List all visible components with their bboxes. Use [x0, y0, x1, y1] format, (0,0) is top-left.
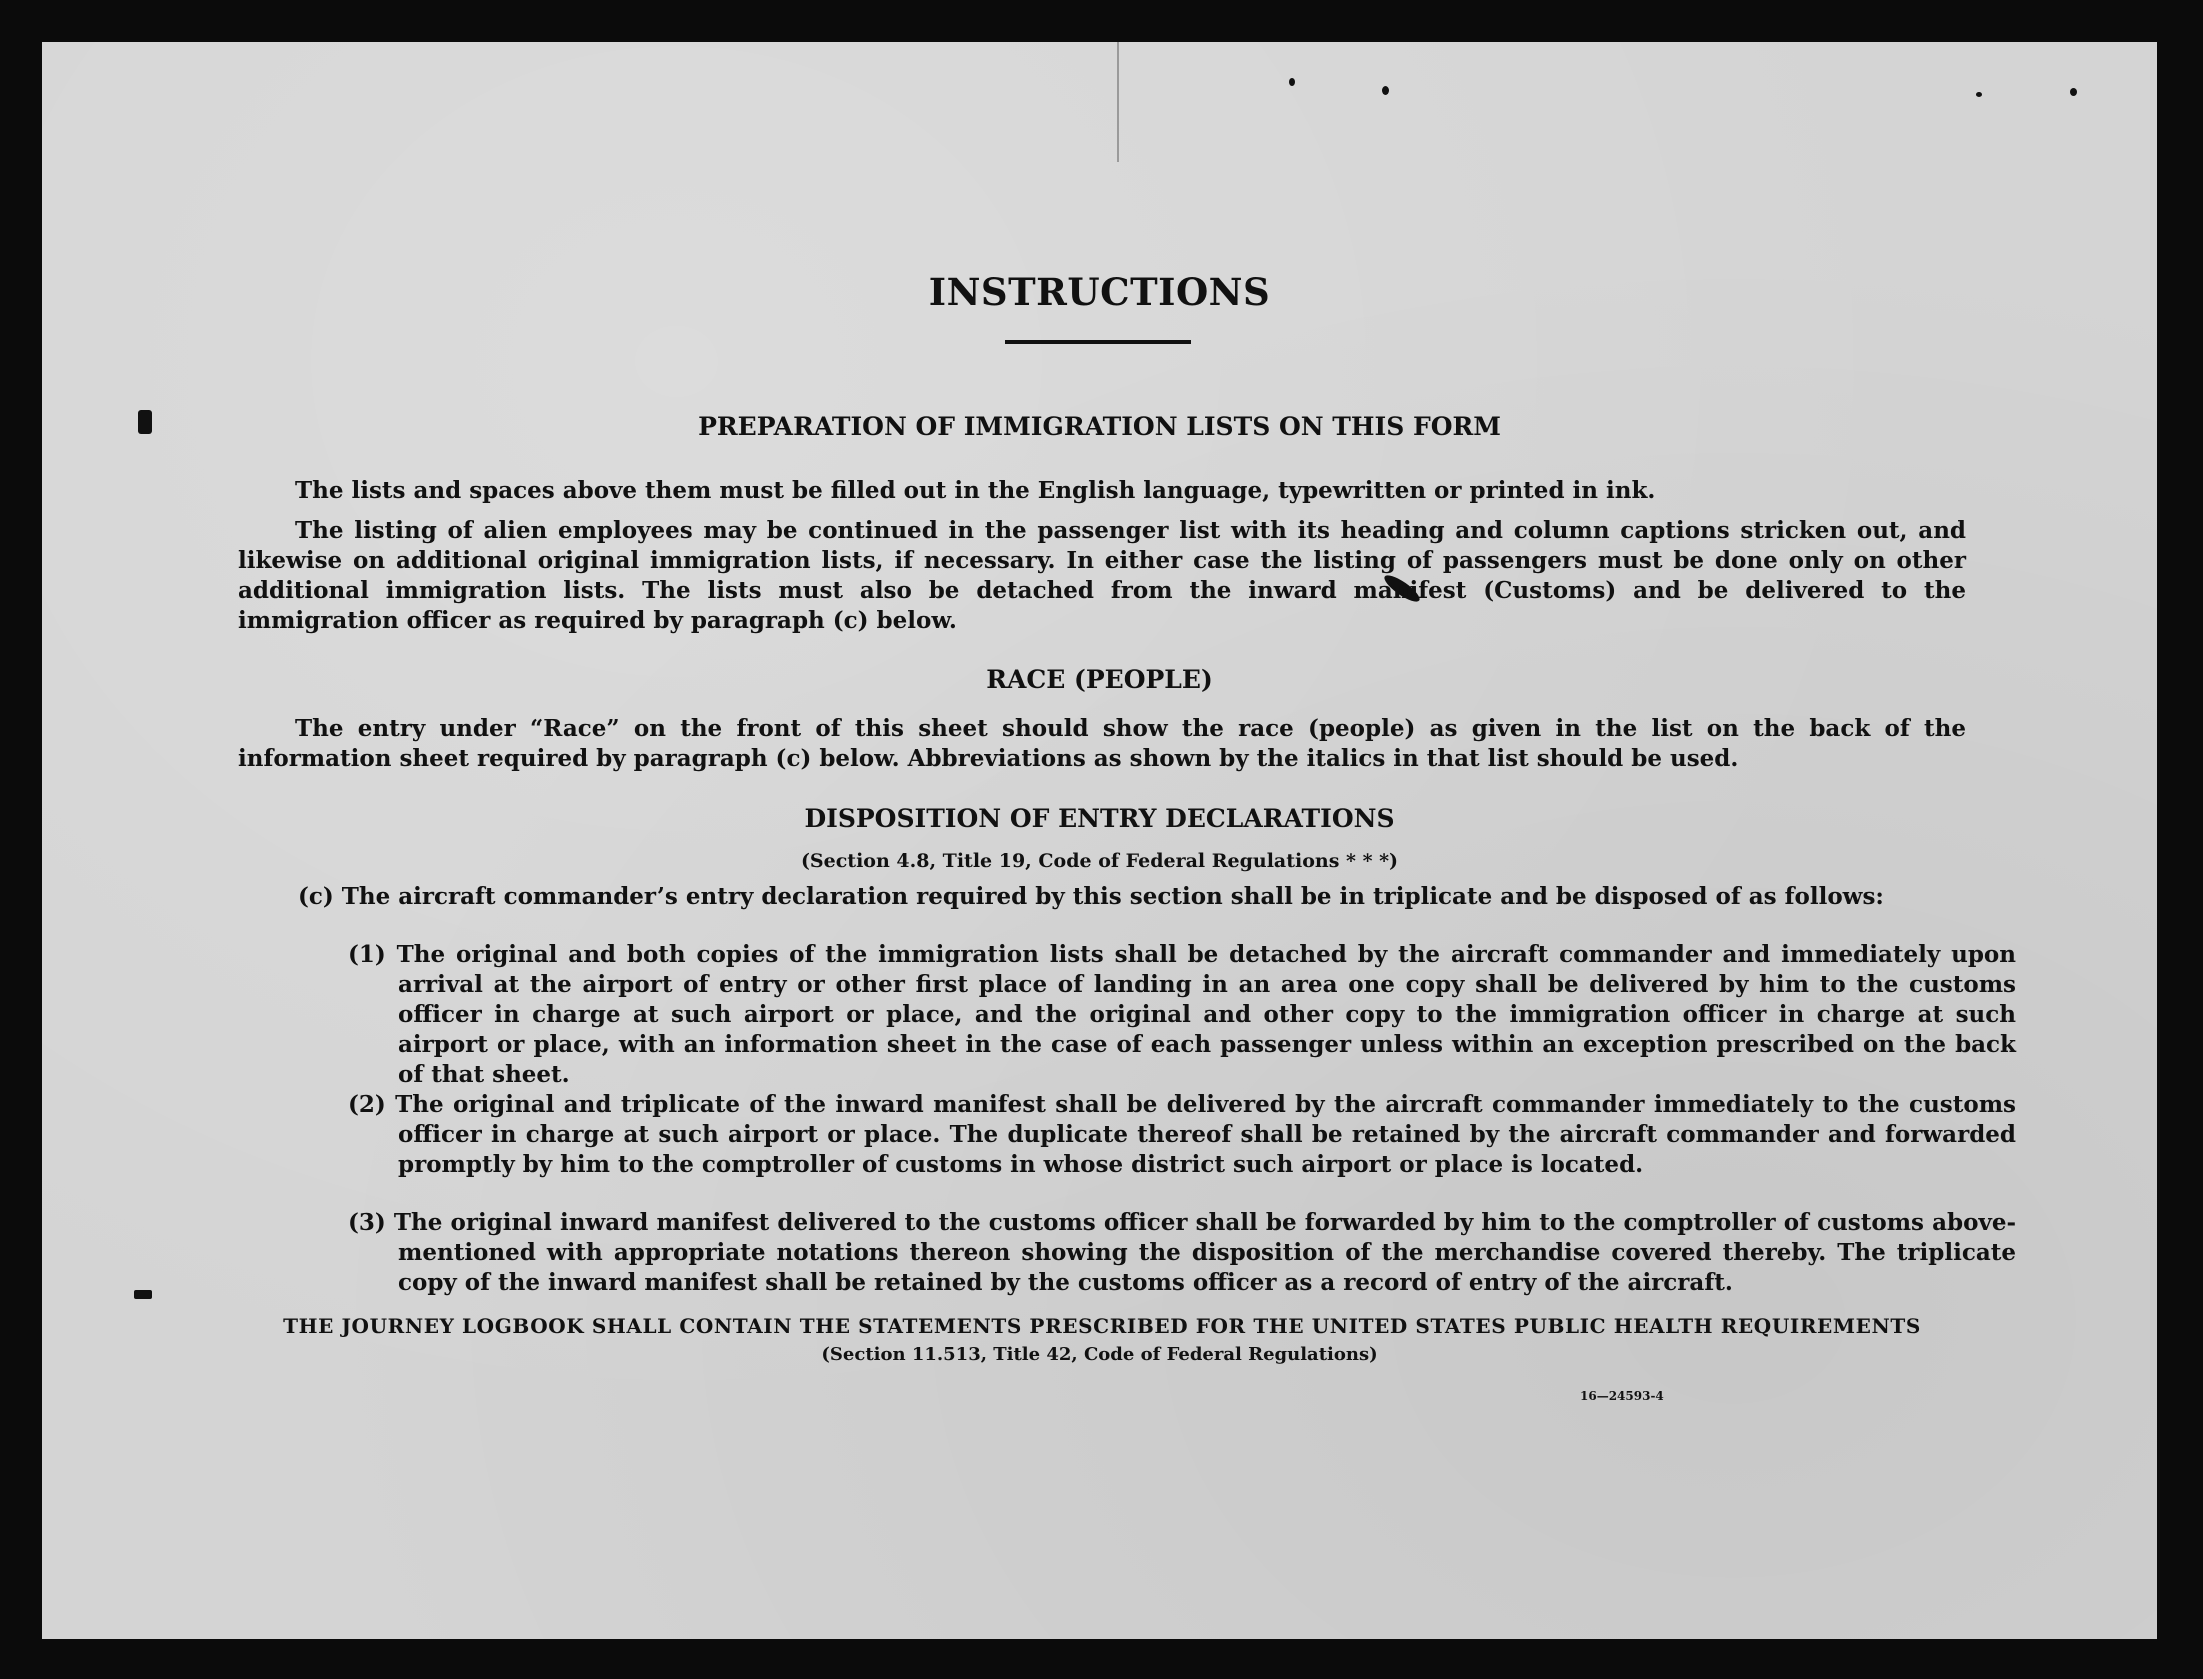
section-heading-race: RACE (PEOPLE) — [986, 665, 1213, 694]
paragraph-race: The entry under “Race” on the front of this sheet should show the race (people) as given in the list on the back of the information sheet required by paragraph (c) below. Abbreviations as shown by the italics in that list should be used. — [238, 715, 1966, 772]
footer-statement: THE JOURNEY LOGBOOK SHALL CONTAIN THE STATEMENTS PRESCRIBED FOR THE UNITED STATES PUBLIC HEALTH REQUIREMENTS — [283, 1314, 1921, 1338]
ink-speck — [134, 1290, 152, 1299]
document-page — [42, 42, 2157, 1639]
title-underline — [1005, 340, 1191, 344]
paragraph-listing: The listing of alien employees may be continued in the passenger list with its heading and column captions stricken out, and likewise on additional original immigration lists, if necessary. In either case the listing of passengers must be done only on other additional immigration lists. The lists must also be detached from the inward manifest (Customs) and be delivered to the immigration officer as required by paragraph (c) below. — [238, 517, 1966, 634]
ink-speck — [1289, 78, 1295, 86]
ink-speck — [1976, 92, 1982, 97]
page-fold-line — [1117, 42, 1119, 162]
list-item: (3) The original inward manifest delivered to the customs officer shall be forwarded by him to the comptroller of customs above-mentioned with appropriate notations thereon showing the disposition of the merchandise covered thereby. The triplicate copy of the inward manifest shall be retained by the customs officer as a record of entry of the aircraft. — [348, 1209, 2016, 1296]
section-heading-disposition: DISPOSITION OF ENTRY DECLARATIONS — [804, 804, 1395, 833]
list-item: (1) The original and both copies of the immigration lists shall be detached by the aircraft commander and immediately upon arrival at the airport of entry or other first place of landing in an area one copy shall be delivered by him to the customs officer in charge at such airport or place, and the original and other copy to the immigration officer in charge at such airport or place, with an information sheet in the case of each passenger unless within an exception prescribed on the back of that sheet. — [348, 941, 2016, 1088]
ink-speck — [2070, 88, 2077, 96]
section-heading-preparation: PREPARATION OF IMMIGRATION LISTS ON THIS FORM — [698, 412, 1501, 441]
paragraph-language: The lists and spaces above them must be filled out in the English language, typewritten or printed in ink. — [295, 477, 1656, 504]
page-title: INSTRUCTIONS — [928, 270, 1271, 314]
form-number: 16—24593-4 — [1580, 1389, 1664, 1403]
list-item: (2) The original and triplicate of the inward manifest shall be delivered by the aircraft commander immediately to the customs officer in charge at such airport or place. The duplicate thereof shall be retained by the aircraft commander and forwarded promptly by him to the comptroller of customs in whose district such airport or place is located. — [348, 1091, 2016, 1178]
footer-citation: (Section 11.513, Title 42, Code of Federal Regulations) — [821, 1344, 1378, 1365]
clause-c: (c) The aircraft commander’s entry declaration required by this section shall be in triplicate and be disposed of as follows: — [298, 883, 1884, 910]
ink-speck — [1382, 86, 1389, 95]
citation-section-4-8: (Section 4.8, Title 19, Code of Federal Regulations * * *) — [800, 850, 1399, 872]
